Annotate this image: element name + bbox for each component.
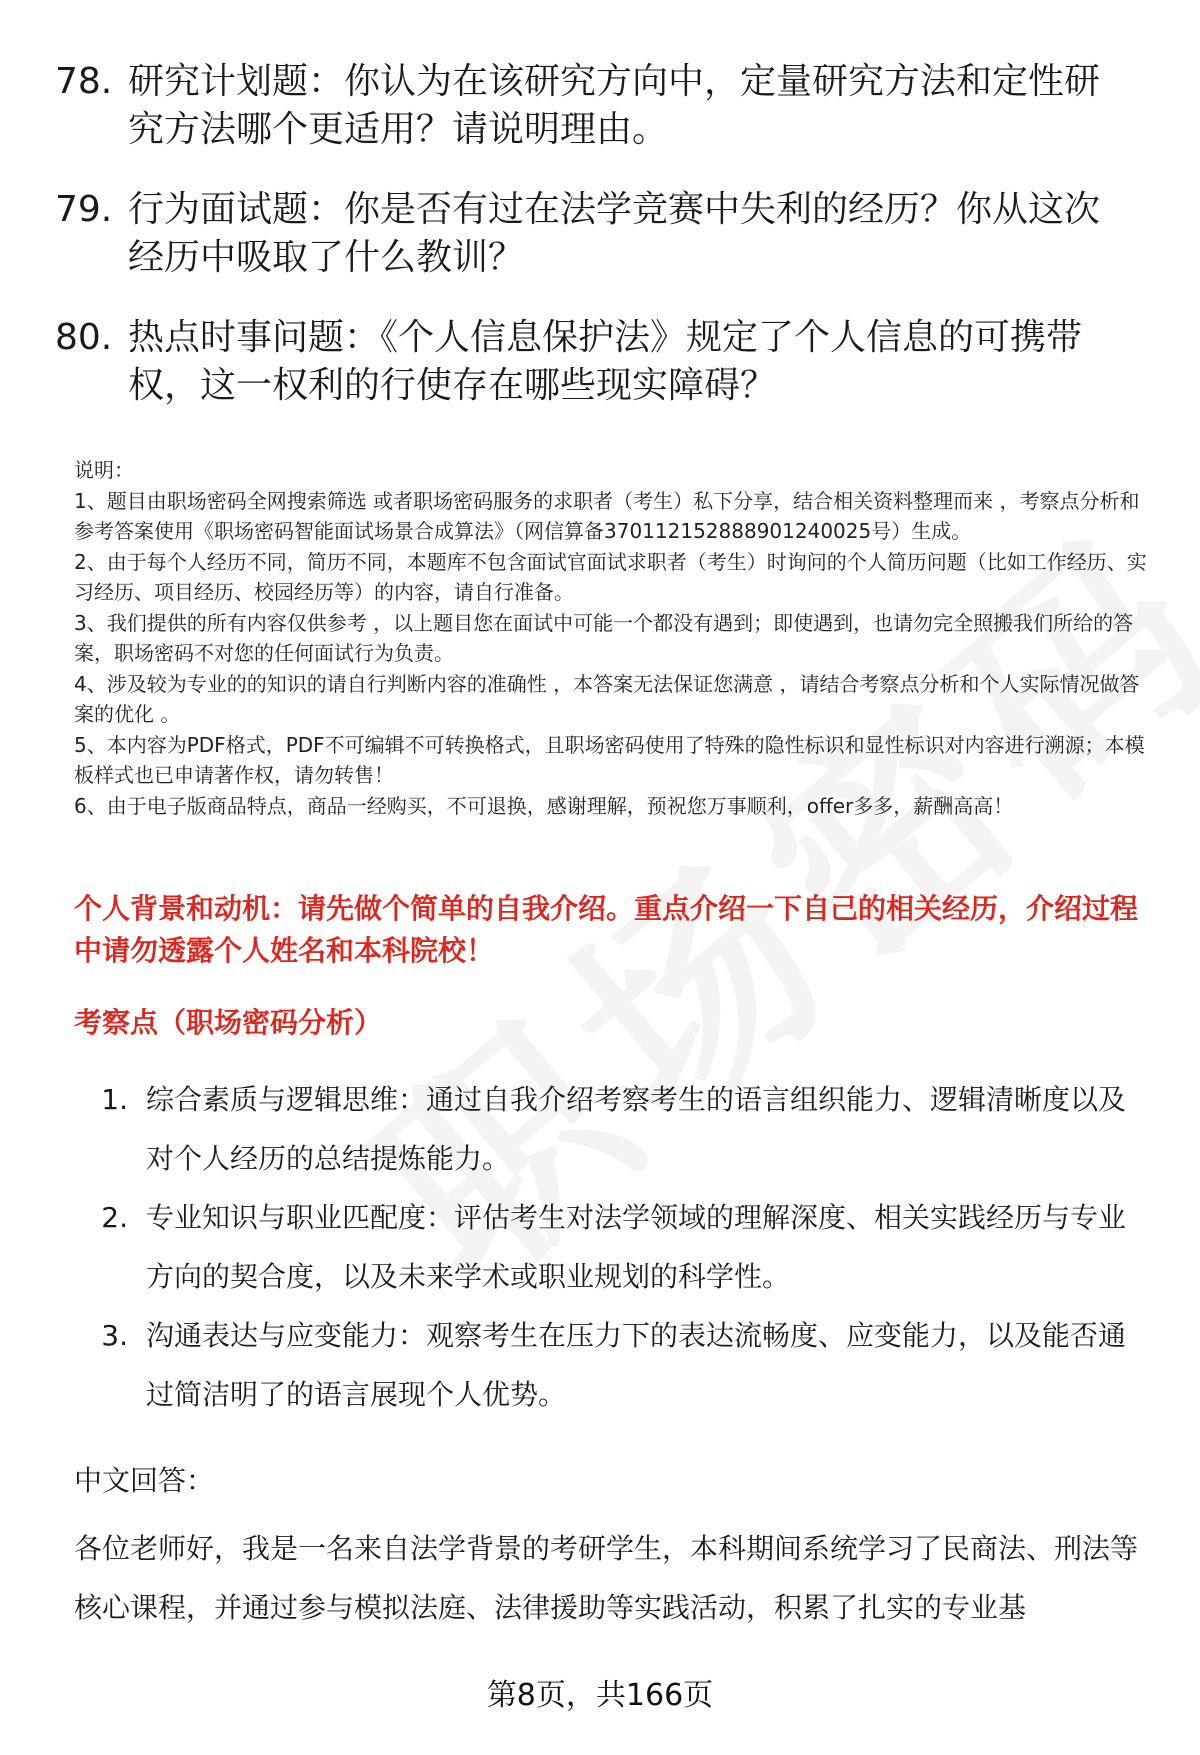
point-number: 2. — [101, 1201, 128, 1234]
point-number: 1. — [101, 1083, 128, 1116]
point-number: 3. — [101, 1319, 128, 1352]
analysis-points — [74, 1070, 1164, 1424]
question-text: 研究计划题：你认为在该研究方向中，定量研究方法和定性研究方法哪个更适用？请说明理由。 — [128, 61, 1101, 150]
interview-question: 个人背景和动机：请先做个简单的自我介绍。重点介绍一下自己的相关经历，介绍过程中请勿透露个人姓名和本科院校！ — [74, 892, 1139, 967]
note-item: 3、我们提供的所有内容仅供参考 ，以上题目您在面试中可能一个都没有遇到；即使遇到，也请勿完全照搬我们所给的答案，职场密码不对您的任何面试行为负责。 — [74, 610, 1134, 665]
analysis-point — [74, 1188, 1164, 1306]
point-text: 专业知识与职业匹配度：评估考生对法学领域的理解深度、相关实践经历与专业方向的契合度，以及未来学术或职业规划的科学性。 — [146, 1201, 1127, 1293]
point-text: 沟通表达与应变能力：观察考生在压力下的表达流畅度、应变能力，以及能否通过简洁明了的语言展现个人优势。 — [146, 1319, 1127, 1411]
point-text: 综合素质与逻辑思维：通过自我介绍考察考生的语言组织能力、逻辑清晰度以及对个人经历的总结提炼能力。 — [146, 1083, 1127, 1175]
note-item: 5、本内容为PDF格式，PDF不可编辑不可转换格式，且职场密码使用了特殊的隐性标识和显性标识对内容进行溯源；本模板样式也已申请著作权，请勿转售！ — [74, 732, 1145, 787]
analysis-point — [74, 1306, 1164, 1424]
question-text: 热点时事问题：《个人信息保护法》规定了个人信息的可携带权，这一权利的行使存在哪些现实障碍？ — [128, 317, 1083, 406]
question-item — [55, 314, 1145, 410]
question-number: 80. — [55, 317, 113, 358]
analysis-point — [74, 1070, 1164, 1188]
notes-section — [74, 455, 1154, 821]
question-number: 79. — [55, 189, 113, 230]
notes-title: 说明： — [74, 458, 134, 482]
question-list — [55, 58, 1145, 442]
note-item: 1、题目由职场密码全网搜索筛选 或者职场密码服务的求职者（考生）私下分享，结合相关资料整理而来 ，考察点分析和参考答案使用《职场密码智能面试场景合成算法》（网信算备370112152888901240025号）生成。 — [74, 488, 1140, 543]
analysis-heading: 考察点（职场密码分析） — [74, 1006, 383, 1039]
question-number: 78. — [55, 61, 113, 102]
answer-label: 中文回答： — [74, 1464, 215, 1497]
question-item — [55, 58, 1145, 154]
note-item: 6、由于电子版商品特点，商品一经购买，不可退换，感谢理解，预祝您万事顺利，offer多多，薪酬高高！ — [74, 793, 1014, 818]
answer-text: 各位老师好，我是一名来自法学背景的考研学生，本科期间系统学习了民商法、刑法等核心课程，并通过参与模拟法庭、法律援助等实践活动，积累了扎实的专业基 — [74, 1532, 1139, 1624]
question-item — [55, 186, 1145, 282]
question-text: 行为面试题：你是否有过在法学竞赛中失利的经历？你从这次经历中吸取了什么教训？ — [128, 189, 1101, 278]
page-footer: 第8页，共166页 — [486, 1678, 714, 1713]
note-item: 4、涉及较为专业的的知识的请自行判断内容的准确性 ，本答案无法保证您满意 ，请结合考察点分析和个人实际情况做答案的优化 。 — [74, 671, 1140, 726]
note-item: 2、由于每个人经历不同，简历不同，本题库不包含面试官面试求职者（考生）时询问的个人简历问题（比如工作经历、实习经历、项目经历、校园经历等）的内容，请自行准备。 — [74, 549, 1147, 604]
